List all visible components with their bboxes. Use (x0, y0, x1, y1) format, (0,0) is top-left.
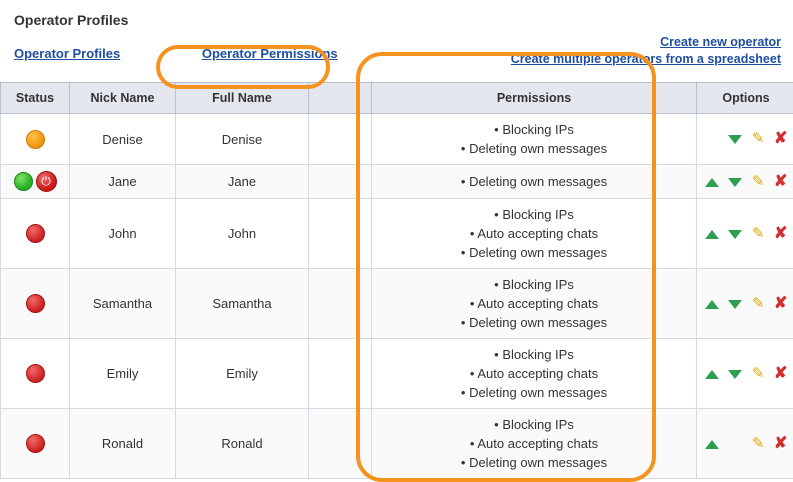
header-spacer (309, 83, 372, 114)
cell-options (697, 199, 793, 269)
table-header-row (1, 83, 793, 114)
cell-status (1, 199, 70, 269)
cell-full-name: Emily (176, 339, 309, 409)
table-row (1, 339, 793, 409)
cell-nick-name: Samantha (70, 269, 176, 339)
cell-status (1, 165, 70, 199)
permission-item: • Auto accepting chats (376, 434, 692, 453)
edit-icon[interactable]: ✎ (752, 437, 765, 451)
cell-nick-name: Jane (70, 165, 176, 199)
move-up-icon[interactable] (705, 370, 719, 379)
table-row (1, 199, 793, 269)
move-up-icon[interactable] (705, 300, 719, 309)
cell-options (697, 339, 793, 409)
cell-spacer (309, 165, 372, 199)
power-icon[interactable]: ⏻ (36, 171, 57, 192)
permission-item: • Blocking IPs (376, 120, 692, 139)
move-down-icon[interactable] (728, 178, 742, 187)
cell-permissions (372, 339, 697, 409)
top-links (511, 34, 781, 68)
move-down-icon[interactable] (728, 300, 742, 309)
permission-item: • Deleting own messages (376, 383, 692, 402)
move-up-icon[interactable] (705, 440, 719, 449)
edit-icon[interactable]: ✎ (752, 132, 765, 146)
header-nick-name: Nick Name (70, 83, 176, 114)
cell-full-name: Denise (176, 114, 309, 165)
header-options: Options (697, 83, 793, 114)
permission-item: • Deleting own messages (376, 139, 692, 158)
permission-item: • Blocking IPs (376, 415, 692, 434)
move-down-placeholder (728, 440, 742, 449)
delete-icon[interactable]: ✘ (774, 132, 787, 146)
create-new-operator-link[interactable]: Create new operator (511, 34, 781, 51)
cell-options (697, 269, 793, 339)
table-row (1, 114, 793, 165)
permission-item: • Deleting own messages (376, 243, 692, 262)
cell-nick-name: John (70, 199, 176, 269)
cell-status (1, 339, 70, 409)
permission-item: • Deleting own messages (376, 313, 692, 332)
create-multiple-operators-link[interactable]: Create multiple operators from a spreadsheet (511, 51, 781, 68)
move-up-icon[interactable] (705, 230, 719, 239)
red-dot-icon (26, 224, 45, 243)
cell-spacer (309, 409, 372, 479)
cell-full-name: Jane (176, 165, 309, 199)
red-dot-icon (26, 434, 45, 453)
cell-full-name: Samantha (176, 269, 309, 339)
permission-item: • Blocking IPs (376, 275, 692, 294)
cell-options (697, 409, 793, 479)
cell-status (1, 409, 70, 479)
tab-operator-profiles[interactable]: Operator Profiles (14, 46, 120, 61)
edit-icon[interactable]: ✎ (752, 175, 765, 189)
red-dot-icon (26, 364, 45, 383)
delete-icon[interactable]: ✘ (774, 297, 787, 311)
page-title: Operator Profiles (0, 0, 793, 28)
cell-permissions (372, 114, 697, 165)
edit-icon[interactable]: ✎ (752, 367, 765, 381)
move-up-placeholder (705, 135, 719, 144)
delete-icon[interactable]: ✘ (774, 227, 787, 241)
delete-icon[interactable]: ✘ (774, 437, 787, 451)
cell-permissions (372, 269, 697, 339)
move-down-icon[interactable] (728, 370, 742, 379)
cell-status (1, 114, 70, 165)
permission-item: • Deleting own messages (376, 453, 692, 472)
permission-item: • Auto accepting chats (376, 294, 692, 313)
header-permissions: Permissions (372, 83, 697, 114)
cell-spacer (309, 269, 372, 339)
move-down-icon[interactable] (728, 135, 742, 144)
cell-permissions (372, 409, 697, 479)
header-status: Status (1, 83, 70, 114)
permission-item: • Auto accepting chats (376, 364, 692, 383)
cell-full-name: Ronald (176, 409, 309, 479)
permission-item: • Auto accepting chats (376, 224, 692, 243)
move-down-icon[interactable] (728, 230, 742, 239)
delete-icon[interactable]: ✘ (774, 367, 787, 381)
cell-permissions (372, 165, 697, 199)
operator-permissions-table (0, 82, 793, 479)
permission-item: • Blocking IPs (376, 205, 692, 224)
permission-item: • Blocking IPs (376, 345, 692, 364)
green-dot-icon (14, 172, 33, 191)
cell-options (697, 165, 793, 199)
cell-spacer (309, 114, 372, 165)
table-row (1, 165, 793, 199)
edit-icon[interactable]: ✎ (752, 297, 765, 311)
tab-operator-permissions[interactable]: Operator Permissions (202, 46, 338, 61)
delete-icon[interactable]: ✘ (774, 175, 787, 189)
red-dot-icon (26, 294, 45, 313)
clock-icon (26, 130, 45, 149)
cell-spacer (309, 199, 372, 269)
cell-full-name: John (176, 199, 309, 269)
cell-nick-name: Denise (70, 114, 176, 165)
cell-options (697, 114, 793, 165)
cell-status (1, 269, 70, 339)
cell-nick-name: Emily (70, 339, 176, 409)
move-up-icon[interactable] (705, 178, 719, 187)
permission-item: • Deleting own messages (376, 172, 692, 191)
edit-icon[interactable]: ✎ (752, 227, 765, 241)
cell-spacer (309, 339, 372, 409)
table-row (1, 269, 793, 339)
table-row (1, 409, 793, 479)
cell-permissions (372, 199, 697, 269)
header-full-name: Full Name (176, 83, 309, 114)
tabs-row (0, 46, 793, 76)
cell-nick-name: Ronald (70, 409, 176, 479)
